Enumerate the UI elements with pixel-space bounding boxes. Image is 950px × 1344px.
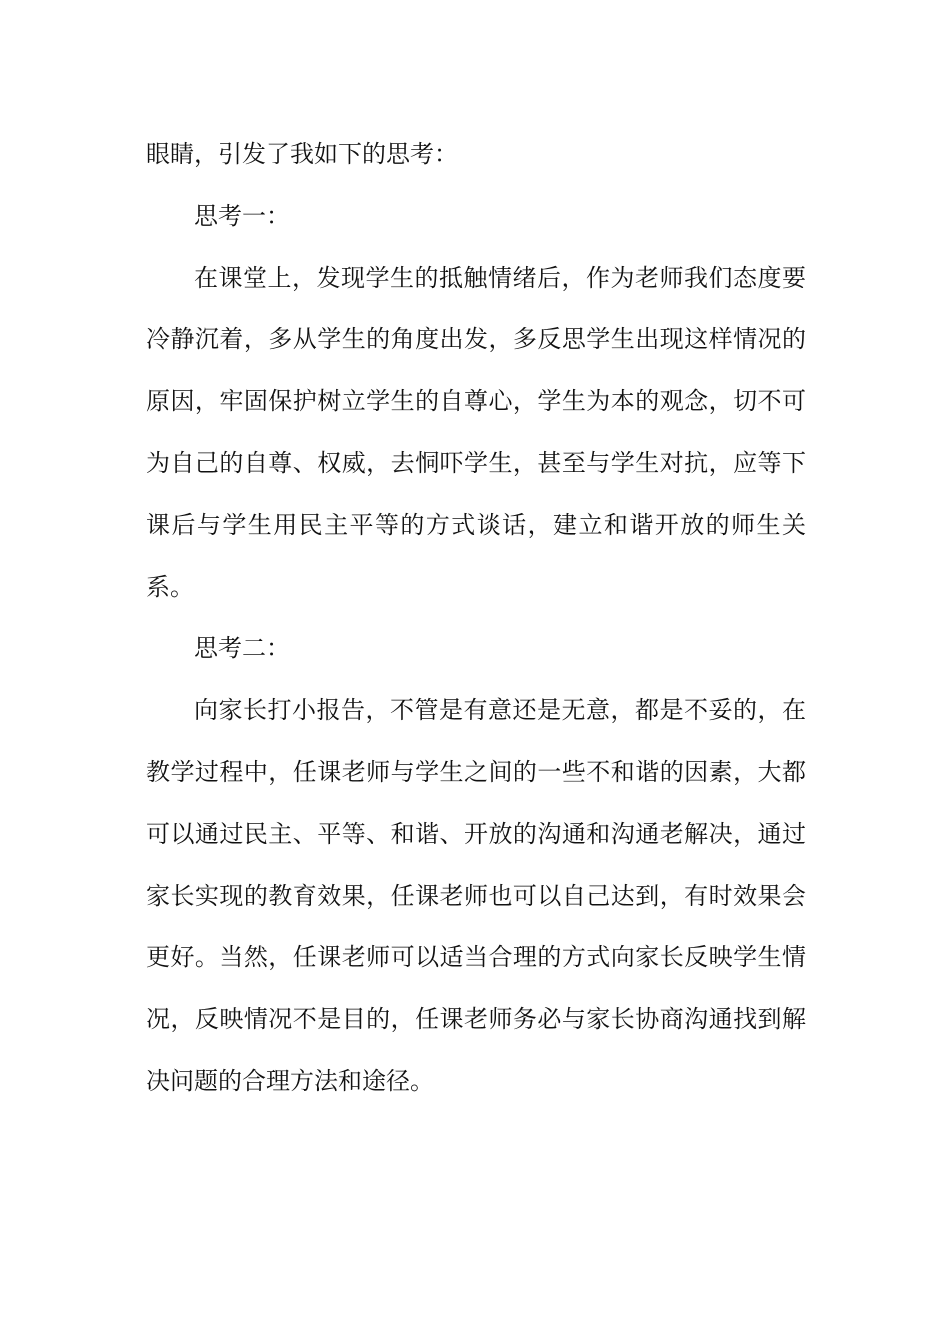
paragraph-intro: 眼睛，引发了我如下的思考： bbox=[146, 140, 458, 168]
document-body bbox=[146, 124, 806, 1113]
paragraph-thought-two: 向家长打小报告，不管是有意还是无意，都是不妥的，在教学过程中，任课老师与学生之间的一些不和谐的因素，大都可以通过民主、平等、和谐、开放的沟通和沟通老解决，通过家长实现的教育效果，任课老师也可以自己达到，有时效果会更好。当然，任课老师可以适当合理的方式向家长反映学生情况，反映情况不是目的，任课老师务必与家长协商沟通找到解决问题的合理方法和途径。 bbox=[146, 696, 806, 1095]
heading-thought-one: 思考一： bbox=[194, 201, 290, 230]
heading-thought-two: 思考二： bbox=[194, 634, 290, 663]
paragraph-thought-one: 在课堂上，发现学生的抵触情绪后，作为老师我们态度要冷静沉着，多从学生的角度出发，多反思学生出现这样情况的原因，牢固保护树立学生的自尊心，学生为本的观念，切不可为自己的自尊、权威，去恫吓学生，甚至与学生对抗，应等下课后与学生用民主平等的方式谈话，建立和谐开放的师生关系。 bbox=[146, 263, 806, 601]
